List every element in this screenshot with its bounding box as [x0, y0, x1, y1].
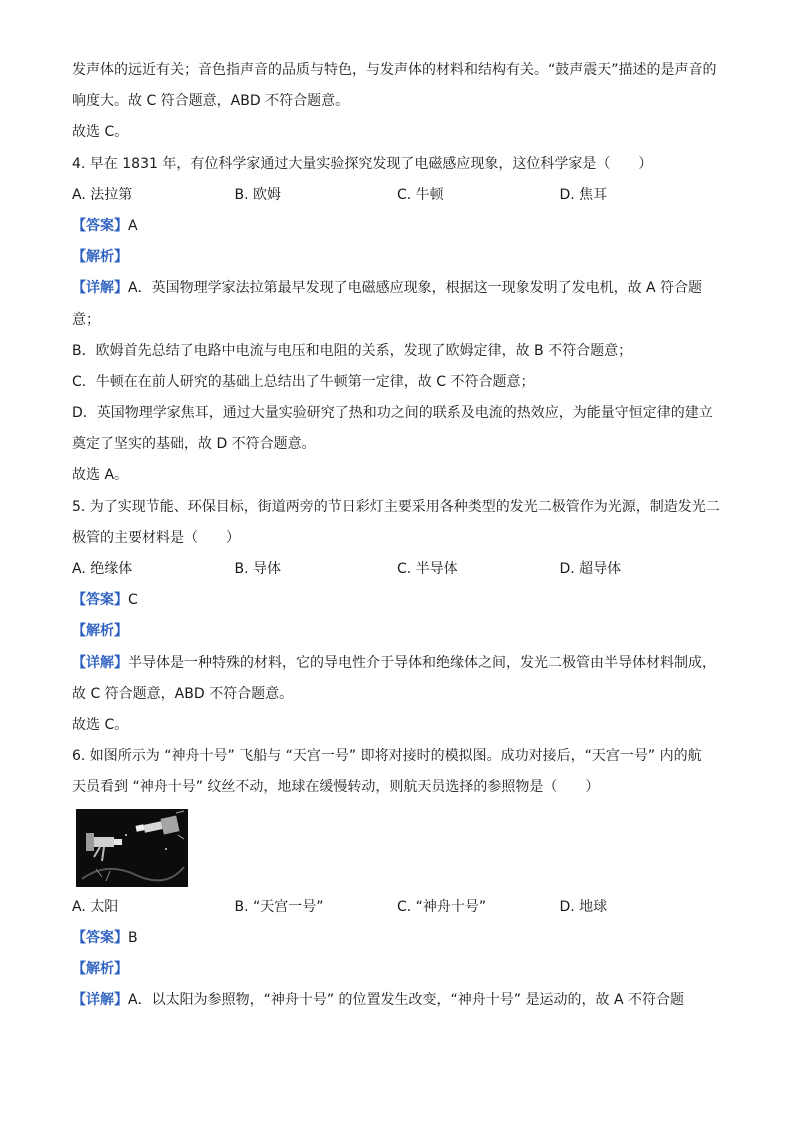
detail-tag: 【详解】 — [72, 992, 128, 1009]
option-c: C. 半导体 — [397, 561, 458, 577]
answer-line — [72, 928, 722, 948]
detail-line — [72, 653, 722, 673]
detail-line: B．欧姆首先总结了电路中电流与电压和电阻的关系，发现了欧姆定律，故 B 不符合题意； — [72, 342, 633, 359]
question-5: 5. 为了实现节能、环保目标，街道两旁的节日彩灯主要采用各种类型的发光二极管作为光源，制造发光二 — [72, 498, 720, 515]
paragraph-line: 发声体的远近有关；音色指声音的品质与特色，与发声体的材料和结构有关。“鼓声震天”描述的是声音的 — [72, 62, 717, 78]
question-5-options — [72, 559, 722, 579]
option-a: A. 绝缘体 — [72, 561, 133, 577]
conclusion-line: 故选 C。 — [72, 124, 129, 141]
conclusion-line: 故选 C。 — [72, 716, 129, 733]
question-5-cont: 极管的主要材料是（ ） — [72, 529, 240, 546]
answer-line — [72, 216, 722, 236]
option-d: D. 地球 — [559, 898, 608, 915]
question-6: 6. 如图所示为 “神舟十号” 飞船与 “天宫一号” 即将对接时的模拟图。成功对接后，“天宫一号” 内的航 — [72, 748, 702, 765]
option-a: A. 太阳 — [72, 898, 119, 915]
option-c: C. “神舟十号” — [397, 898, 487, 915]
detail-line: C．牛顿在在前人研究的基础上总结出了牛顿第一定律，故 C 不符合题意； — [72, 373, 535, 390]
conclusion-line: 故选 A。 — [72, 467, 129, 484]
analysis-tag: 【解析】 — [72, 249, 128, 266]
option-d: D. 超导体 — [559, 561, 622, 577]
paragraph-line: 响度大。故 C 符合题意，ABD 不符合题意。 — [72, 93, 350, 110]
answer-tag: 【答案】 — [72, 217, 128, 234]
analysis-line — [72, 621, 722, 641]
question-4-options — [72, 185, 722, 205]
detail-line: 故 C 符合题意，ABD 不符合题意。 — [72, 685, 294, 702]
document-page — [72, 60, 722, 1021]
detail-text: A．以太阳为参照物，“神舟十号” 的位置发生改变，“神舟十号” 是运动的，故 A 不符合题 — [128, 992, 684, 1009]
analysis-tag: 【解析】 — [72, 623, 128, 640]
answer-value: B — [128, 929, 138, 946]
detail-line — [72, 278, 722, 298]
docking-figure-image — [76, 809, 188, 887]
detail-text: A．英国物理学家法拉第最早发现了电磁感应现象，根据这一现象发明了发电机，故 A 符合题 — [128, 280, 703, 297]
question-4: 4. 早在 1831 年，有位科学家通过大量实验探究发现了电磁感应现象，这位科学家是（ ） — [72, 155, 653, 172]
detail-tag: 【详解】 — [72, 654, 128, 671]
detail-line: D．英国物理学家焦耳，通过大量实验研究了热和功之间的联系及电流的热效应，为能量守恒定律的建立 — [72, 405, 713, 422]
analysis-line — [72, 959, 722, 979]
answer-line — [72, 590, 722, 610]
spacecraft-docking-icon — [76, 809, 188, 887]
detail-line: 意； — [72, 311, 100, 328]
answer-value: C — [128, 592, 138, 609]
analysis-line — [72, 247, 722, 267]
analysis-tag: 【解析】 — [72, 960, 128, 977]
option-b: B. 导体 — [234, 561, 282, 577]
option-b: B. “天宫一号” — [234, 898, 324, 915]
detail-line: 奠定了坚实的基础，故 D 不符合题意。 — [72, 436, 316, 453]
question-6-options — [72, 897, 722, 917]
option-b: B. 欧姆 — [234, 186, 282, 203]
answer-tag: 【答案】 — [72, 592, 128, 609]
detail-text: 半导体是一种特殊的材料，它的导电性介于导体和绝缘体之间，发光二极管由半导体材料制成， — [128, 654, 716, 671]
detail-tag: 【详解】 — [72, 280, 128, 297]
option-d: D. 焦耳 — [559, 186, 608, 203]
answer-value: A — [128, 217, 138, 234]
option-a: A. 法拉第 — [72, 186, 133, 203]
answer-tag: 【答案】 — [72, 929, 128, 946]
detail-line — [72, 990, 722, 1010]
option-c: C. 牛顿 — [397, 186, 444, 203]
question-6-cont: 天员看到 “神舟十号” 纹丝不动，地球在缓慢转动，则航天员选择的参照物是（ ） — [72, 779, 600, 796]
